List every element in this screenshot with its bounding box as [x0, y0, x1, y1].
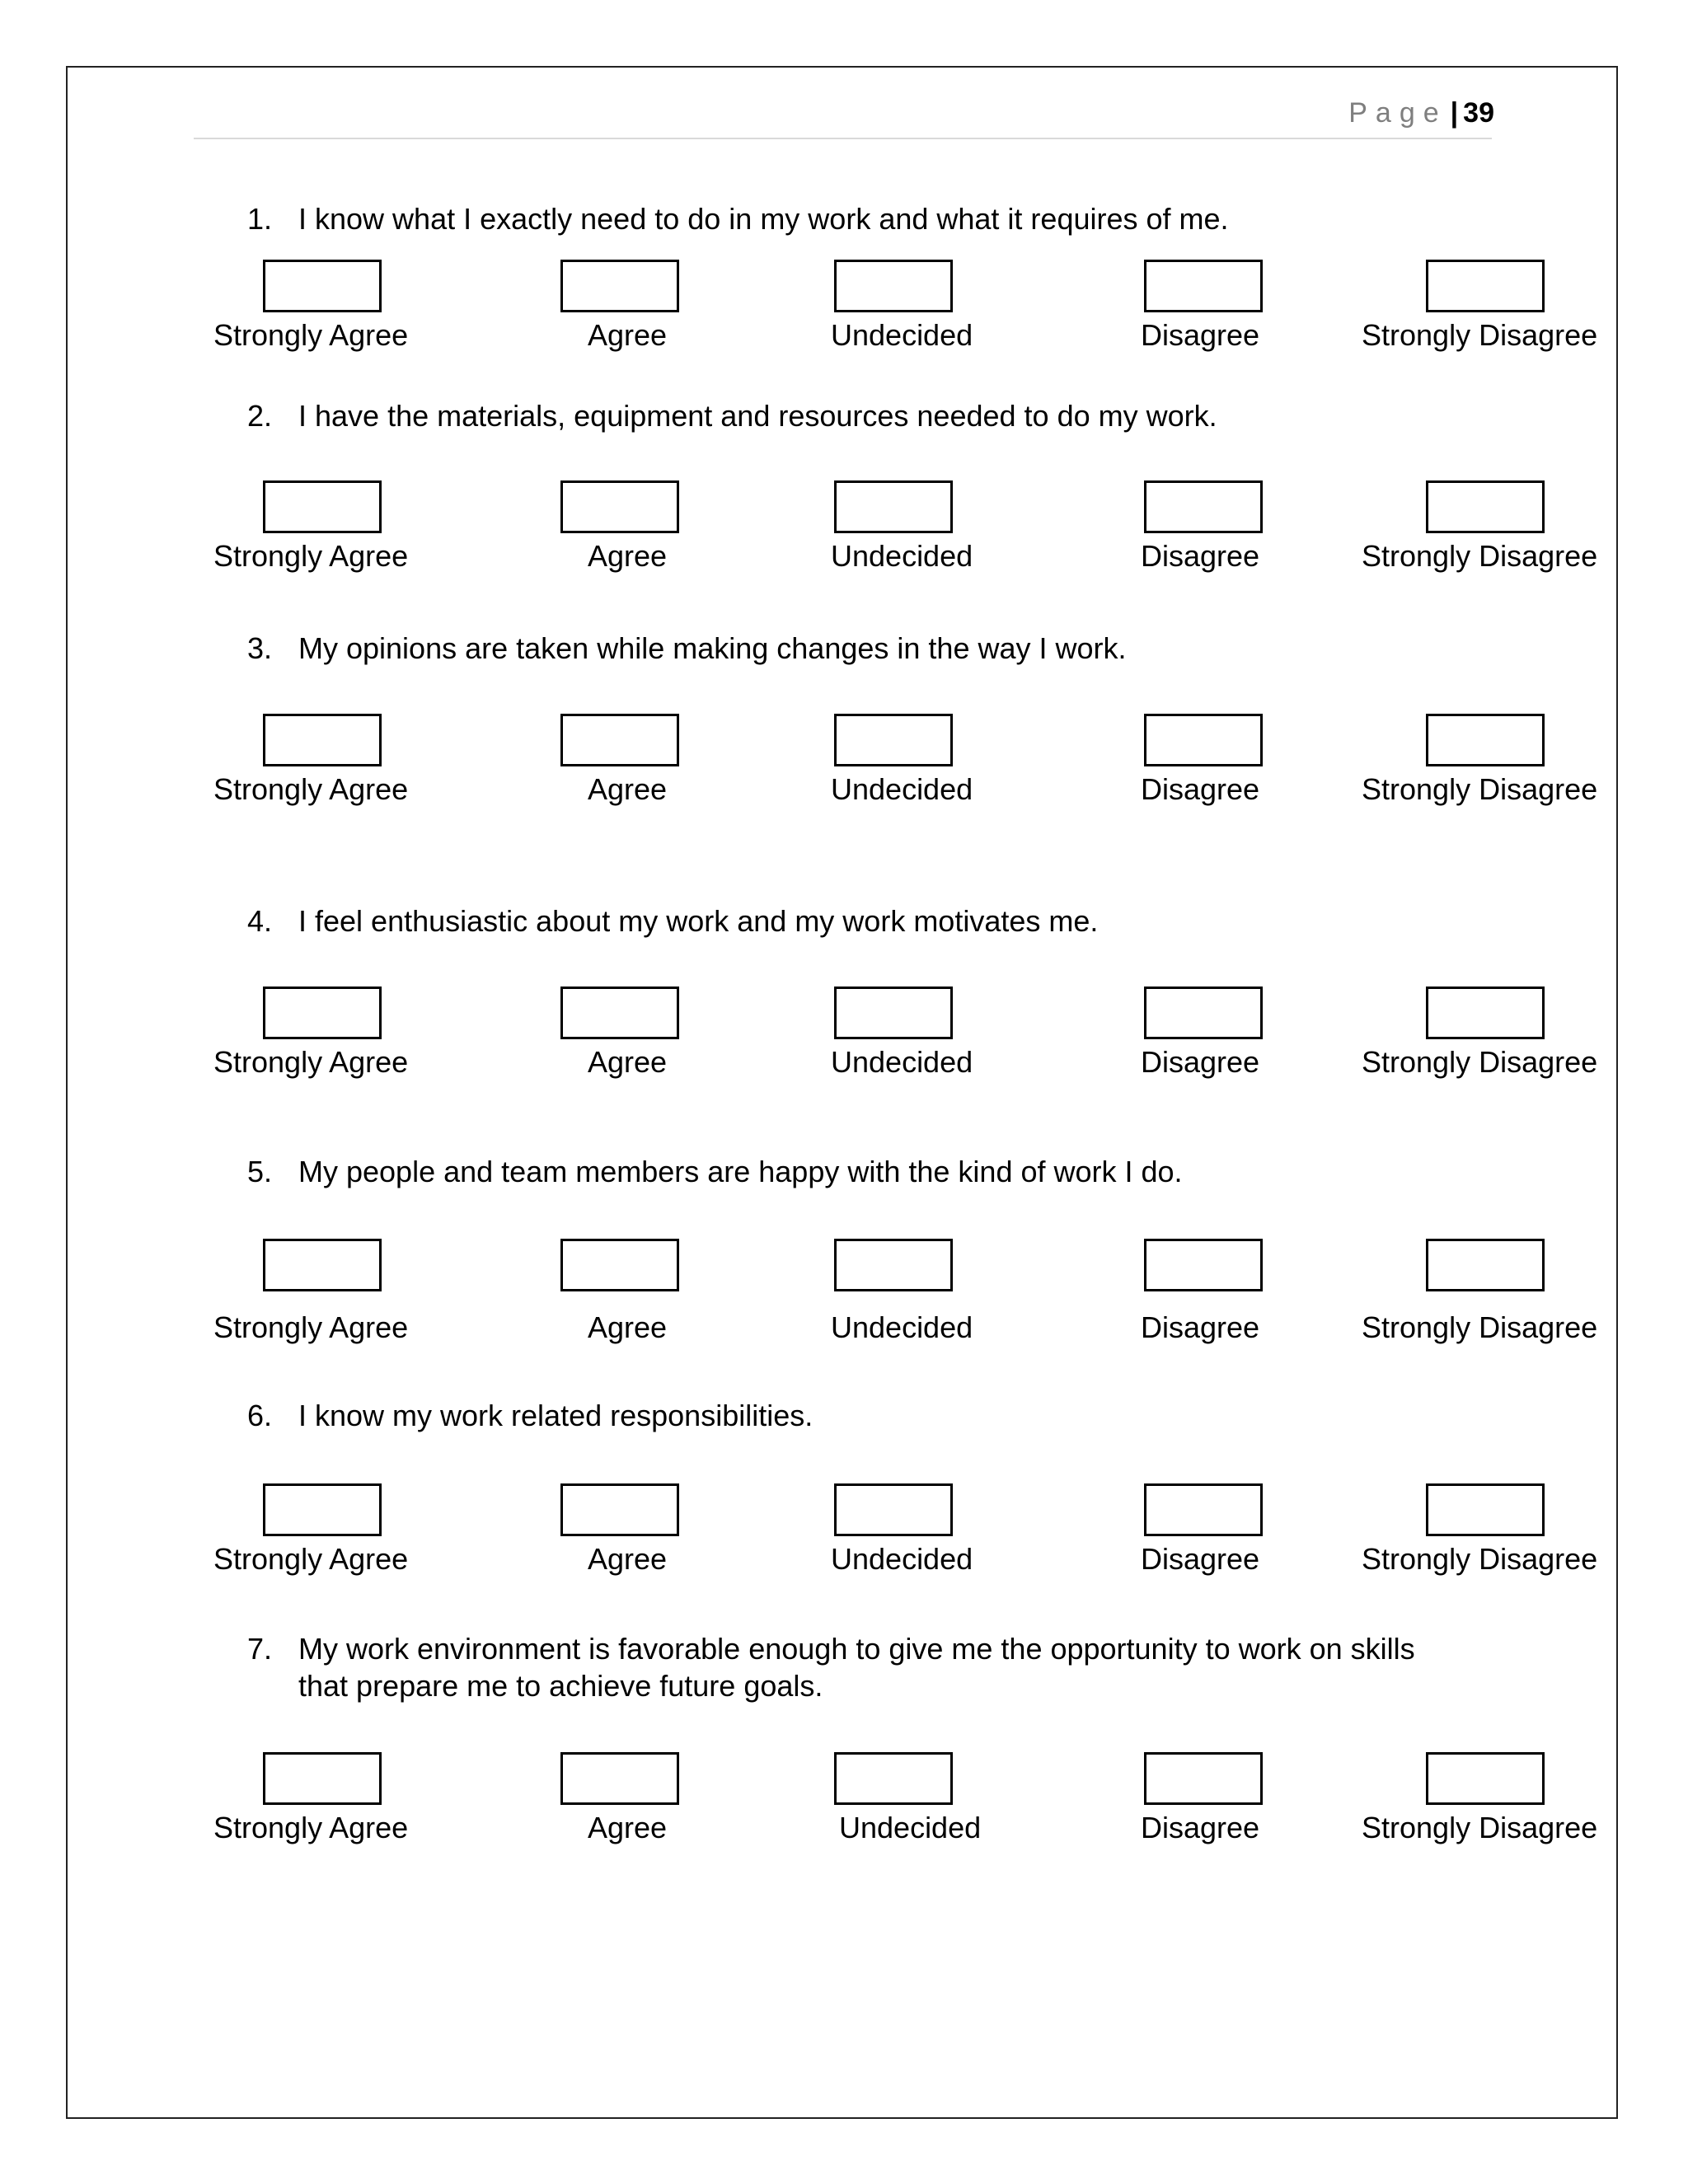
question-1 [247, 200, 1500, 237]
option-label: Strongly Agree [213, 318, 409, 352]
option-label: Undecided [831, 318, 973, 352]
checkbox[interactable] [1426, 987, 1545, 1039]
option-agree [560, 1752, 808, 1851]
checkbox[interactable] [1144, 987, 1263, 1039]
question-number: 6. [247, 1399, 273, 1432]
checkbox[interactable] [1144, 1483, 1263, 1536]
option-disagree [1141, 1752, 1391, 1851]
option-agree [560, 480, 808, 579]
option-strongly-agree [210, 714, 457, 813]
option-label: Agree [588, 1310, 668, 1344]
header-rule [194, 138, 1492, 139]
option-label: Disagree [1141, 1811, 1260, 1844]
option-label: Undecided [839, 1811, 982, 1844]
option-undecided [831, 714, 1081, 813]
option-undecided [831, 1239, 1081, 1344]
checkbox[interactable] [1144, 1752, 1263, 1805]
option-label: Strongly Disagree [1362, 1542, 1598, 1576]
checkbox[interactable] [1144, 480, 1263, 533]
page-header [1348, 97, 1494, 129]
question-7 [247, 1630, 1459, 1704]
option-undecided [831, 260, 1081, 359]
option-label: Agree [588, 1045, 668, 1079]
option-label: Disagree [1141, 539, 1260, 573]
option-label: Strongly Agree [213, 772, 409, 806]
option-disagree [1141, 1239, 1391, 1344]
checkbox[interactable] [560, 1483, 679, 1536]
question-number: 1. [247, 202, 273, 236]
option-label: Disagree [1141, 318, 1260, 352]
option-label: Agree [588, 1811, 668, 1844]
question-text: I know my work related responsibilities. [298, 1399, 814, 1432]
checkbox[interactable] [834, 260, 953, 312]
checkbox[interactable] [1426, 1239, 1545, 1291]
checkbox[interactable] [834, 1752, 953, 1805]
option-label: Strongly Agree [213, 1045, 409, 1079]
answer-row-4 [0, 987, 1688, 1085]
option-label: Undecided [831, 1045, 973, 1079]
option-strongly-disagree [1362, 480, 1609, 579]
checkbox[interactable] [263, 987, 382, 1039]
option-label: Disagree [1141, 1310, 1260, 1344]
option-label: Strongly Disagree [1362, 772, 1598, 806]
option-label: Strongly Disagree [1362, 318, 1598, 352]
checkbox[interactable] [1144, 1239, 1263, 1291]
checkbox[interactable] [834, 1483, 953, 1536]
option-agree [560, 987, 808, 1085]
checkbox[interactable] [263, 714, 382, 766]
option-strongly-disagree [1362, 714, 1609, 813]
checkbox[interactable] [560, 987, 679, 1039]
option-disagree [1141, 260, 1391, 359]
question-text: My opinions are taken while making changes in the way I work. [298, 631, 1127, 665]
checkbox[interactable] [834, 714, 953, 766]
checkbox[interactable] [1144, 260, 1263, 312]
checkbox[interactable] [1426, 260, 1545, 312]
checkbox[interactable] [560, 260, 679, 312]
option-undecided [831, 987, 1081, 1085]
page-label: Page [1348, 97, 1447, 129]
option-strongly-disagree [1362, 1752, 1609, 1851]
question-5 [247, 1153, 1500, 1190]
checkbox[interactable] [263, 1752, 382, 1805]
option-label: Strongly Agree [213, 539, 409, 573]
option-label: Strongly Disagree [1362, 1310, 1598, 1344]
option-agree [560, 260, 808, 359]
option-strongly-agree [210, 480, 457, 579]
option-label: Strongly Agree [213, 1310, 409, 1344]
question-text: I have the materials, equipment and resources needed to do my work. [298, 399, 1217, 433]
answer-row-7 [0, 1752, 1688, 1851]
option-strongly-agree [210, 987, 457, 1085]
option-label: Agree [588, 539, 668, 573]
answer-row-1 [0, 260, 1688, 359]
checkbox[interactable] [1144, 714, 1263, 766]
question-number: 5. [247, 1155, 273, 1188]
option-strongly-disagree [1362, 260, 1609, 359]
option-disagree [1141, 1483, 1391, 1582]
option-label: Disagree [1141, 1045, 1260, 1079]
option-disagree [1141, 480, 1391, 579]
option-label: Strongly Disagree [1362, 1045, 1598, 1079]
option-undecided [831, 480, 1081, 579]
page-number: 39 [1463, 97, 1494, 129]
option-label: Disagree [1141, 1542, 1260, 1576]
question-number: 2. [247, 399, 273, 433]
option-label: Undecided [831, 1542, 973, 1576]
question-2 [247, 397, 1500, 434]
answer-row-3 [0, 714, 1688, 813]
question-text: My people and team members are happy with the kind of work I do. [298, 1155, 1183, 1188]
option-strongly-agree [210, 260, 457, 359]
checkbox[interactable] [263, 480, 382, 533]
checkbox[interactable] [1426, 1752, 1545, 1805]
checkbox[interactable] [560, 714, 679, 766]
option-label: Undecided [831, 1310, 973, 1344]
option-undecided [831, 1483, 1081, 1582]
question-text: I feel enthusiastic about my work and my work motivates me. [298, 904, 1099, 938]
option-label: Strongly Agree [213, 1811, 409, 1844]
question-number: 3. [247, 631, 273, 665]
checkbox[interactable] [263, 1239, 382, 1291]
option-agree [560, 1239, 808, 1344]
checkbox[interactable] [263, 1483, 382, 1536]
option-strongly-agree [210, 1752, 457, 1851]
question-4 [247, 902, 1500, 940]
option-label: Strongly Disagree [1362, 1811, 1598, 1844]
checkbox[interactable] [834, 987, 953, 1039]
checkbox[interactable] [1426, 714, 1545, 766]
option-strongly-disagree [1362, 987, 1609, 1085]
option-strongly-disagree [1362, 1239, 1609, 1344]
question-6 [247, 1397, 1500, 1434]
option-strongly-disagree [1362, 1483, 1609, 1582]
option-disagree [1141, 714, 1391, 813]
option-label: Undecided [831, 772, 973, 806]
checkbox[interactable] [1426, 480, 1545, 533]
option-label: Agree [588, 772, 668, 806]
page-separator: | [1450, 97, 1459, 129]
option-agree [560, 714, 808, 813]
answer-row-6 [0, 1483, 1688, 1582]
checkbox[interactable] [1426, 1483, 1545, 1536]
option-label: Agree [588, 1542, 668, 1576]
option-label: Undecided [831, 539, 973, 573]
answer-row-5 [0, 1239, 1688, 1344]
option-undecided [834, 1752, 1081, 1851]
option-disagree [1141, 987, 1391, 1085]
question-text: My work environment is favorable enough to give me the opportunity to work on skills that prepare me to achieve future goals. [298, 1632, 1415, 1703]
question-number: 4. [247, 904, 273, 938]
checkbox[interactable] [834, 480, 953, 533]
checkbox[interactable] [560, 480, 679, 533]
option-strongly-agree [210, 1239, 457, 1344]
option-label: Strongly Agree [213, 1542, 409, 1576]
question-number: 7. [247, 1632, 273, 1666]
checkbox[interactable] [560, 1239, 679, 1291]
checkbox[interactable] [560, 1752, 679, 1805]
checkbox[interactable] [263, 260, 382, 312]
question-3 [247, 630, 1500, 667]
question-text: I know what I exactly need to do in my work and what it requires of me. [298, 202, 1229, 236]
option-strongly-agree [210, 1483, 457, 1582]
answer-row-2 [0, 480, 1688, 579]
checkbox[interactable] [834, 1239, 953, 1291]
option-label: Disagree [1141, 772, 1260, 806]
option-label: Agree [588, 318, 668, 352]
option-label: Strongly Disagree [1362, 539, 1598, 573]
option-agree [560, 1483, 808, 1582]
